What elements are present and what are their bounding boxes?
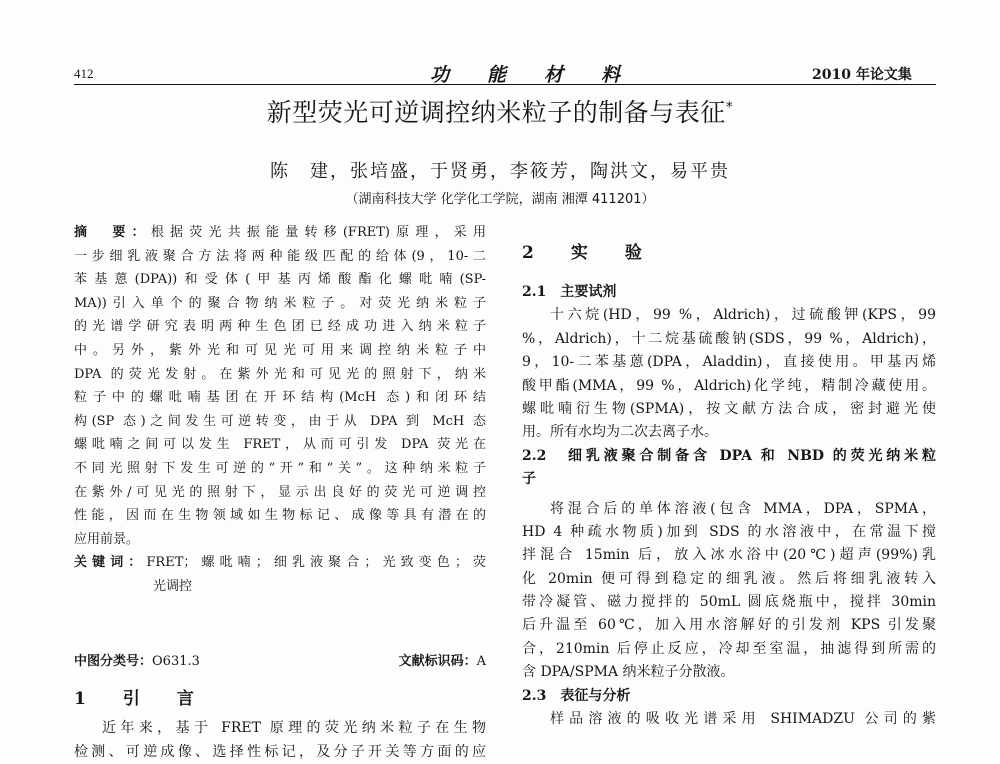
body-line: 化 20min 便可得到稳定的细乳液。然后将细乳液转入 [522, 570, 936, 587]
header-rule [74, 84, 936, 85]
paper-title-text: 新型荧光可逆调控纳米粒子的制备与表征 [266, 98, 726, 127]
abstract-line: MA))引入单个的聚合物纳米粒子。对荧光纳米粒子 [74, 295, 486, 311]
abstract-line: 螺吡喃之间可以发生 FRET，从而可引发 DPA 荧光在 [74, 437, 486, 453]
title-footnote-mark: * [725, 99, 734, 116]
authors: 陈 建，张培盛，于贤勇，李筱芳，陶洪文，易平贵 [270, 161, 730, 182]
body-line: 将混合后的单体溶液(包含 MMA，DPA，SPMA， [550, 500, 936, 517]
keywords-label: 关键词： [74, 555, 147, 571]
body-line: 带冷凝管、磁力搅拌的 50mL 圆底烧瓶中，搅拌 30min [522, 594, 936, 611]
page-number: 412 [74, 66, 94, 81]
section-1-heading: 1 引 言 [74, 689, 204, 709]
keywords-text: FRET；螺吡喃；细乳液聚合；光致变色；荧 [146, 555, 486, 571]
body-line: 酸甲酯(MMA，99 %，Aldrich)化学纯，精制冷藏使用。 [522, 377, 936, 394]
section-2-heading: 2 实 验 [522, 243, 652, 263]
subsection-2-1-heading: 2.1 主要试剂 [522, 284, 617, 300]
keywords-line [74, 551, 486, 575]
collection-label: 2010 年论文集 [812, 67, 912, 83]
abstract-line: 粒子中的螺吡喃基团在开环结构(McH 态)和闭环结 [74, 390, 486, 406]
abstract-line: 摘 要：根据荧光共振能量转移(FRET)原理，采用 [74, 225, 486, 240]
keywords-line-2: 光调控 [153, 578, 193, 594]
intro-line: 检测、可逆成像、选择性标记，及分子开关等方面的应 [74, 744, 486, 760]
abstract-line: 不同光照射下发生可逆的“开”和“关”。这种纳米粒子 [74, 460, 486, 476]
body-line: 用。所有水均为二次去离子水。 [522, 424, 718, 441]
abstract-line: 一步细乳液聚合方法将两种能级匹配的给体(9，10-二 [74, 248, 486, 264]
abstract-line: 应用前景。 [74, 531, 140, 547]
body-line: 后升温至 60℃，加入用水溶解好的引发剂 KPS 引发聚 [522, 617, 936, 634]
body-line: HD 4 种疏水物质)加到 SDS 的水溶液中，在常温下搅 [522, 523, 936, 540]
abstract-line: 构(SP 态)之间发生可逆转变，由于从 DPA 到 McH 态 [74, 413, 486, 429]
document-code: 文献标识码：A [398, 654, 486, 669]
journal-name: 功能材料 [430, 64, 659, 86]
body-line: 十六烷(HD，99 %，Aldrich)，过硫酸钾(KPS，99 [550, 307, 936, 324]
subsection-2-3-heading: 2.3 表征与分析 [522, 687, 631, 704]
abstract [74, 221, 486, 599]
classification-row [74, 650, 486, 669]
introduction [74, 716, 486, 764]
abstract-line: 的光谱学研究表明两种生色团已经成功进入纳米粒子 [74, 319, 486, 335]
body-line: 样品溶液的吸收光谱采用 SHIMADZU 公司的紫 [550, 711, 936, 728]
body-line: 合，210min 后停止反应，冷却至室温，抽滤得到所需的 [522, 640, 936, 657]
body-line: 9，10-二苯基蒽(DPA，Aladdin)，直接使用。甲基丙烯 [522, 354, 936, 371]
abstract-line: 苯基蒽(DPA))和受体(甲基丙烯酸酯化螺吡喃(SP- [74, 272, 486, 288]
intro-line: 近年来，基于 FRET 原理的荧光纳米粒子在生物 [102, 720, 486, 736]
paper-title [0, 93, 1000, 129]
subsection-2-2-heading-cont: 子 [522, 471, 536, 488]
affiliation: （湖南科技大学 化学化工学院，湖南 湘潭 411201） [345, 192, 655, 207]
subsection-2-2-heading: 2.2 细乳液聚合制备含 DPA 和 NBD 的荧光纳米粒 [522, 447, 936, 464]
abstract-line: DPA 的荧光发射。在紫外光和可见光的照射下，纳米 [74, 366, 486, 382]
abstract-label: 摘 要： [74, 225, 151, 240]
body-line: %，Aldrich)，十二烷基硫酸钠(SDS，99 %，Aldrich)， [522, 330, 936, 347]
abstract-line: 在紫外/可见光的照射下，显示出良好的荧光可逆调控 [74, 484, 486, 500]
experimental-section [522, 233, 936, 731]
body-line: 拌混合 15min 后，放入冰水浴中(20℃)超声(99%)乳 [522, 547, 936, 564]
abstract-line: 性能，因而在生物领域如生物标记、成像等具有潜在的 [74, 508, 486, 524]
clc-number: 中图分类号：O631.3 [74, 654, 200, 669]
body-line: 螺吡喃衍生物(SPMA)，按文献方法合成，密封避光使 [522, 400, 936, 417]
body-line: 含 DPA/SPMA 纳米粒子分散液。 [522, 664, 735, 681]
abstract-line: 中。另外，紫外光和可见光可用来调控纳米粒子中 [74, 342, 486, 358]
